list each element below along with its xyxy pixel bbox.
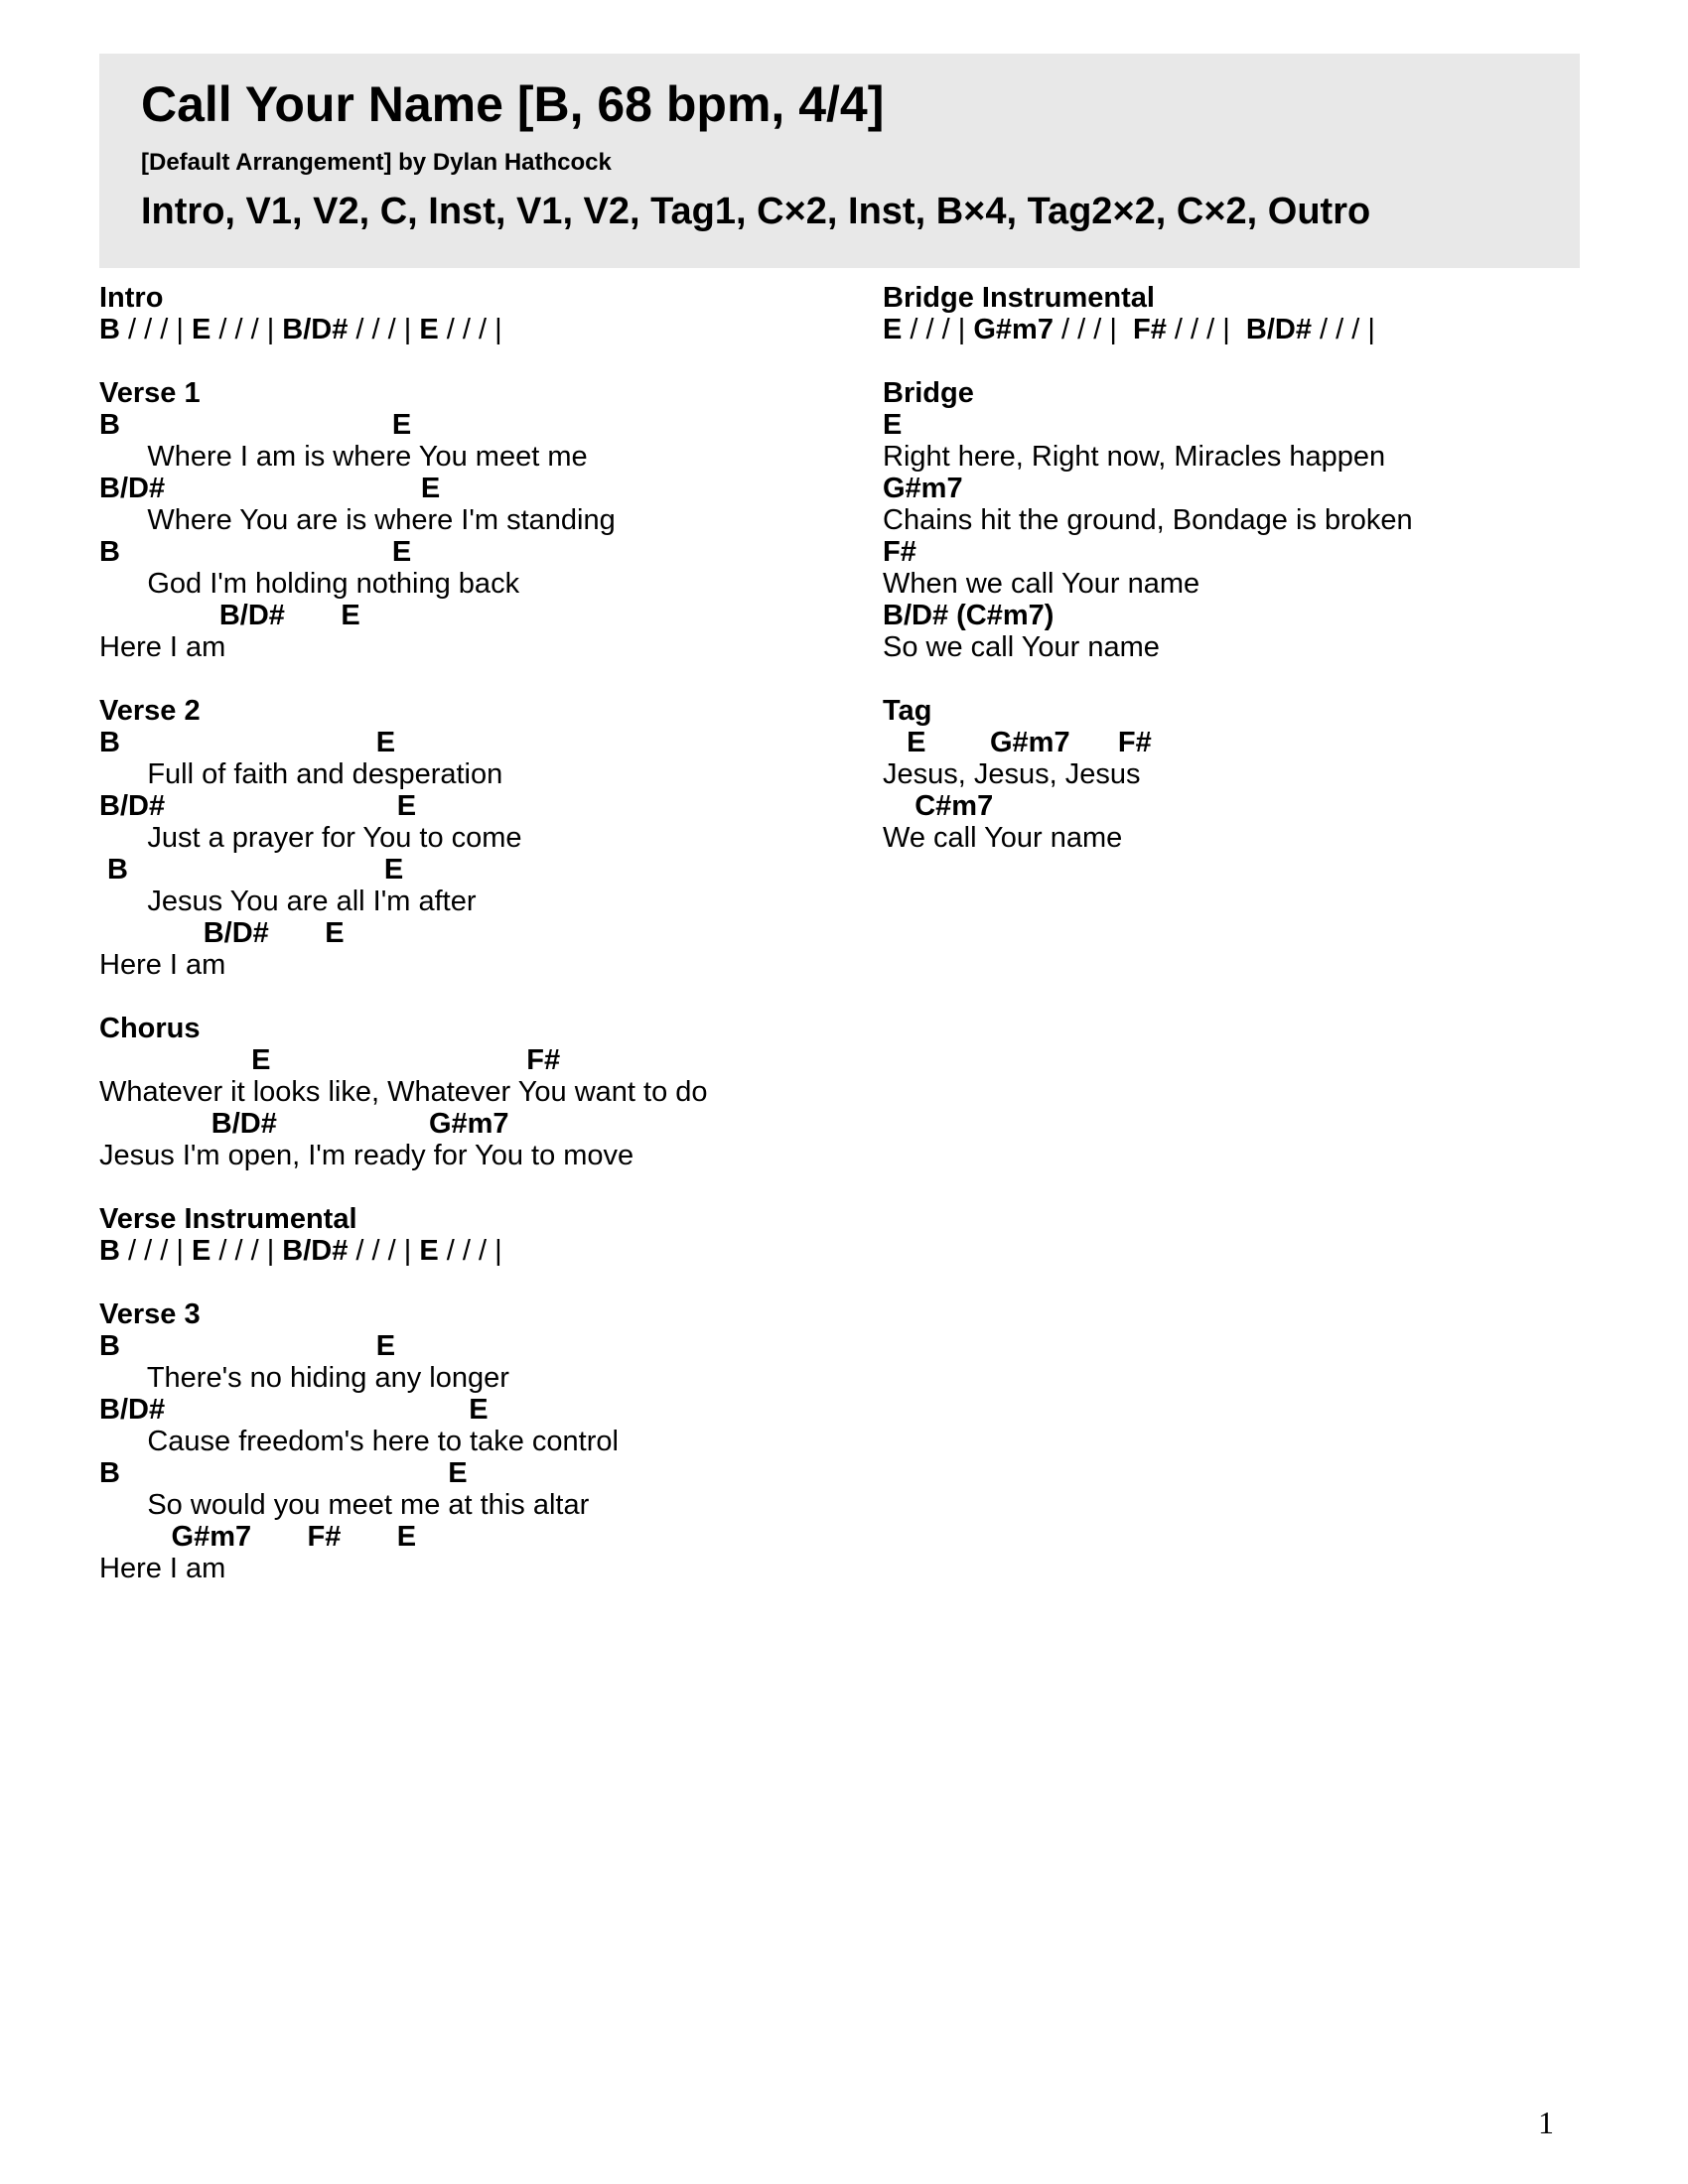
lyric-text: Jesus I'm open, I'm ready for You to move	[99, 1140, 634, 1171]
lyric-line	[99, 949, 874, 981]
lyric-text: Whatever it looks like, Whatever You want to do	[99, 1076, 708, 1108]
lyric-text: Where You are is where I'm standing	[99, 504, 616, 536]
chord-line	[99, 314, 874, 345]
song-order: Intro, V1, V2, C, Inst, V1, V2, Tag1, C×2, Inst, B×4, Tag2×2, C×2, Outro	[141, 191, 1371, 232]
lyric-text: Cause freedom's here to take control	[99, 1426, 619, 1457]
lyric-line	[883, 631, 1657, 663]
chord-symbol: E F#	[99, 1044, 561, 1076]
chord-line	[99, 409, 874, 441]
lyric-text: Full of faith and desperation	[99, 758, 503, 790]
chord-symbol: B/D# (C#m7)	[883, 600, 1055, 631]
chord-symbol: B/D# E	[99, 917, 345, 949]
song-title: Call Your Name [B, 68 bpm, 4/4]	[141, 76, 885, 132]
chord-line	[99, 790, 874, 822]
chord-symbol: G#m7	[883, 473, 963, 504]
chord-symbol: G#m7 F# E	[99, 1521, 417, 1553]
chord-symbol: G#m7	[973, 314, 1054, 345]
lyric-text: So would you meet me at this altar	[99, 1489, 590, 1521]
bar-marks: / / / |	[348, 314, 420, 345]
lyric-line	[99, 758, 874, 790]
chord-line	[99, 600, 874, 631]
chord-line	[99, 1108, 874, 1140]
section-tag	[883, 695, 1657, 854]
chord-line	[99, 1235, 874, 1267]
lyric-line	[99, 1426, 874, 1457]
chord-line	[883, 409, 1657, 441]
chord-line	[99, 1521, 874, 1553]
lyric-line	[99, 1362, 874, 1394]
lyric-text: Here I am	[99, 949, 226, 981]
chord-symbol: B/D#	[282, 314, 349, 345]
chord-line	[99, 1457, 874, 1489]
lyric-text: Just a prayer for You to come	[99, 822, 522, 854]
lyric-line	[883, 441, 1657, 473]
lyric-text: So we call Your name	[883, 631, 1160, 663]
chord-symbol: B E	[99, 727, 396, 758]
section-verse-2	[99, 695, 874, 981]
section-verse-1	[99, 377, 874, 663]
chord-symbol: E	[191, 314, 211, 345]
chord-line	[99, 1044, 874, 1076]
lyric-line	[99, 1076, 874, 1108]
left-column	[99, 282, 874, 1616]
chord-symbol: C#m7	[883, 790, 994, 822]
section-title: Tag	[883, 695, 932, 727]
chord-line	[883, 790, 1657, 822]
bar-marks: / / / |	[211, 1235, 283, 1267]
bar-marks: / / / |	[902, 314, 974, 345]
chord-symbol: B/D# E	[99, 1394, 489, 1426]
chord-symbol: B E	[99, 409, 412, 441]
bar-marks: / / / |	[438, 314, 502, 345]
chord-symbol: E	[419, 1235, 439, 1267]
chord-line	[99, 473, 874, 504]
chord-line	[99, 727, 874, 758]
lyric-text: God I'm holding nothing back	[99, 568, 520, 600]
chord-symbol: E	[883, 314, 903, 345]
section-title: Intro	[99, 282, 164, 314]
bar-marks: / / / |	[1053, 314, 1134, 345]
section-title: Verse 3	[99, 1298, 201, 1330]
lyric-text: We call Your name	[883, 822, 1123, 854]
lyric-line	[99, 1489, 874, 1521]
bar-marks: / / / |	[1166, 314, 1246, 345]
bar-marks: / / / |	[438, 1235, 502, 1267]
bar-marks: / / / |	[119, 314, 192, 345]
lyric-text: There's no hiding any longer	[99, 1362, 509, 1394]
chord-symbol: E	[883, 409, 903, 441]
chord-line	[99, 854, 874, 886]
chord-line	[99, 917, 874, 949]
lyric-text: Jesus You are all I'm after	[99, 886, 477, 917]
chord-symbol: E	[419, 314, 439, 345]
chord-symbol: B E	[99, 1457, 468, 1489]
lyric-line	[99, 1553, 874, 1584]
page-number: 1	[1538, 2105, 1554, 2140]
right-column	[883, 282, 1657, 886]
chord-symbol: F#	[1133, 314, 1167, 345]
section-bridge	[883, 377, 1657, 663]
chord-line	[883, 600, 1657, 631]
section-title: Verse 2	[99, 695, 201, 727]
lyric-line	[99, 631, 874, 663]
lyric-line	[883, 822, 1657, 854]
chord-line	[883, 314, 1657, 345]
section-intro	[99, 282, 874, 345]
bar-marks: / / / |	[119, 1235, 192, 1267]
chord-symbol: B/D# E	[99, 473, 441, 504]
chord-symbol: B	[99, 1235, 120, 1267]
lyric-line	[883, 568, 1657, 600]
chord-symbol: B/D# E	[99, 790, 417, 822]
lyric-text: Here I am	[99, 631, 226, 663]
chord-line	[99, 1394, 874, 1426]
section-title: Verse 1	[99, 377, 201, 409]
lyric-text: Right here, Right now, Miracles happen	[883, 441, 1386, 473]
chord-line	[99, 536, 874, 568]
chord-symbol: B/D# G#m7	[99, 1108, 509, 1140]
section-bridge-instrumental	[883, 282, 1657, 345]
chord-line	[99, 1330, 874, 1362]
chord-line	[883, 727, 1657, 758]
lyric-text: Here I am	[99, 1553, 226, 1584]
chord-symbol: B E	[99, 536, 412, 568]
bar-marks: / / / |	[1312, 314, 1375, 345]
section-verse-3	[99, 1298, 874, 1584]
chord-symbol: B E	[99, 854, 404, 886]
lyric-line	[99, 504, 874, 536]
section-title: Bridge	[883, 377, 974, 409]
chord-symbol: E G#m7 F#	[883, 727, 1152, 758]
lyric-text: Jesus, Jesus, Jesus	[883, 758, 1141, 790]
lyric-text: Chains hit the ground, Bondage is broken	[883, 504, 1413, 536]
lyric-text: When we call Your name	[883, 568, 1200, 600]
lyric-line	[99, 568, 874, 600]
chord-symbol: B/D#	[282, 1235, 349, 1267]
chord-symbol: B/D# E	[99, 600, 360, 631]
section-verse-instrumental	[99, 1203, 874, 1267]
chord-symbol: F#	[883, 536, 916, 568]
lyric-line	[99, 441, 874, 473]
lyric-line	[99, 886, 874, 917]
chord-symbol: B	[99, 314, 120, 345]
chord-line	[883, 473, 1657, 504]
lyric-line	[883, 758, 1657, 790]
bar-marks: / / / |	[211, 314, 283, 345]
section-title: Verse Instrumental	[99, 1203, 357, 1235]
chord-symbol: E	[191, 1235, 211, 1267]
section-title: Bridge Instrumental	[883, 282, 1155, 314]
section-chorus	[99, 1013, 874, 1171]
section-title: Chorus	[99, 1013, 201, 1044]
bar-marks: / / / |	[348, 1235, 420, 1267]
chord-line	[883, 536, 1657, 568]
lyric-line	[99, 1140, 874, 1171]
arrangement-credit: [Default Arrangement] by Dylan Hathcock	[141, 149, 612, 176]
chord-symbol: B E	[99, 1330, 396, 1362]
lyric-line	[99, 822, 874, 854]
lyric-line	[883, 504, 1657, 536]
chord-symbol: B/D#	[1245, 314, 1312, 345]
lyric-text: Where I am is where You meet me	[99, 441, 588, 473]
song-header	[99, 54, 1580, 268]
